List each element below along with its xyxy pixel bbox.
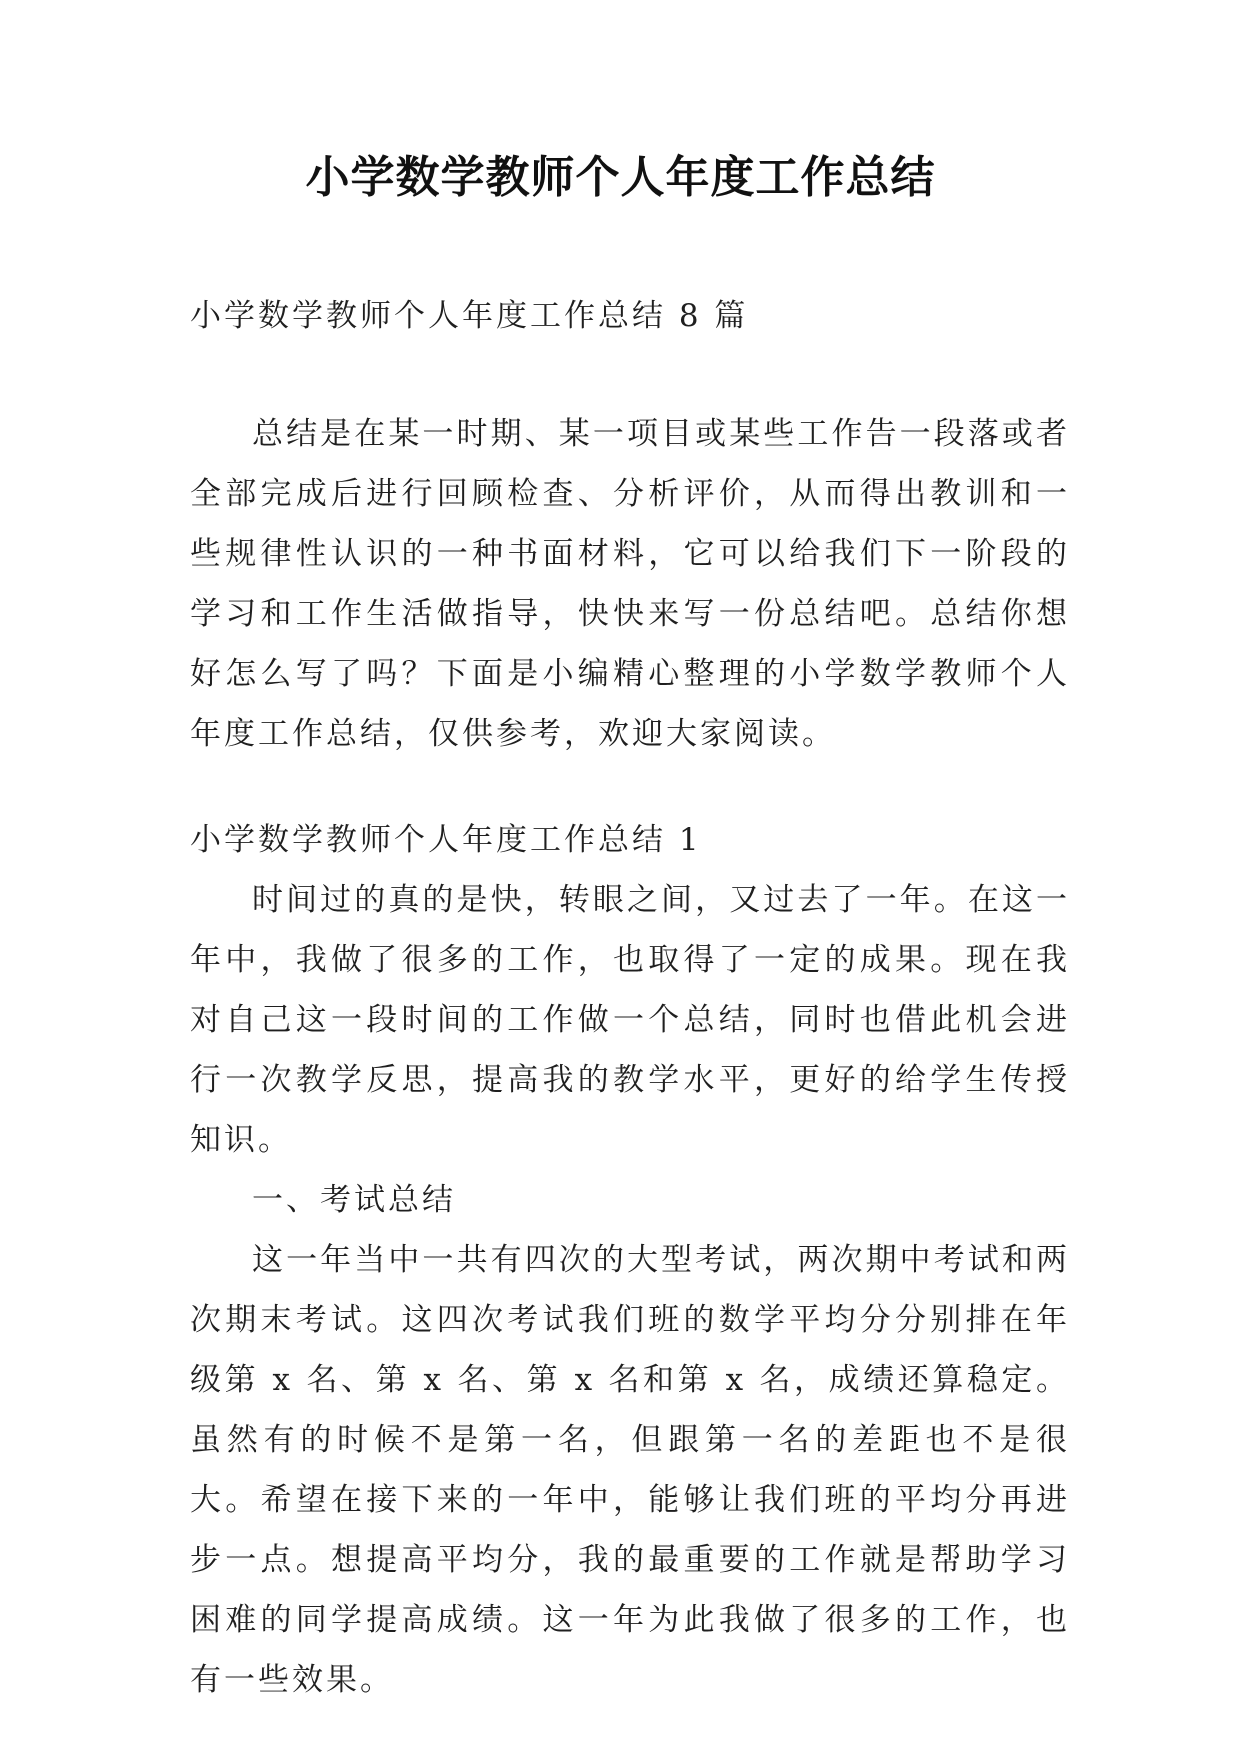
intro-block	[190, 404, 1070, 764]
exam-summary-heading: 一、考试总结	[252, 1182, 456, 1218]
section-1	[190, 810, 1070, 1710]
section-paragraph-2: 这一年当中一共有四次的大型考试，两次期中考试和两次期末考试。这四次考试我们班的数学平均分分别排在年级第 x 名、第 x 名、第 x 名和第 x 名，成绩还算稳定。虽然有的时候不是第一名，但跟第一名的差距也不是很大。希望在接下来的一年中，能够让我们班的平均分再进步一点。想提高平均分，我的最重要的工作就是帮助学习困难的同学提高成绩。这一年为此我做了很多的工作，也有一些效果。	[190, 1242, 1070, 1698]
section-paragraph-1: 时间过的真的是快，转眼之间，又过去了一年。在这一年中，我做了很多的工作，也取得了一定的成果。现在我对自己这一段时间的工作做一个总结，同时也借此机会进行一次教学反思，提高我的教学水平，更好的给学生传授知识。	[190, 882, 1070, 1158]
document-subtitle: 小学数学教师个人年度工作总结 8 篇	[190, 298, 749, 334]
intro-paragraph: 总结是在某一时期、某一项目或某些工作告一段落或者全部完成后进行回顾检查、分析评价，从而得出教训和一些规律性认识的一种书面材料，它可以给我们下一阶段的学习和工作生活做指导，快快来写一份总结吧。总结你想好怎么写了吗？下面是小编精心整理的小学数学教师个人年度工作总结，仅供参考，欢迎大家阅读。	[190, 416, 1070, 752]
section-heading: 小学数学教师个人年度工作总结 1	[190, 822, 702, 858]
document-title: 小学数学教师个人年度工作总结	[305, 152, 936, 203]
